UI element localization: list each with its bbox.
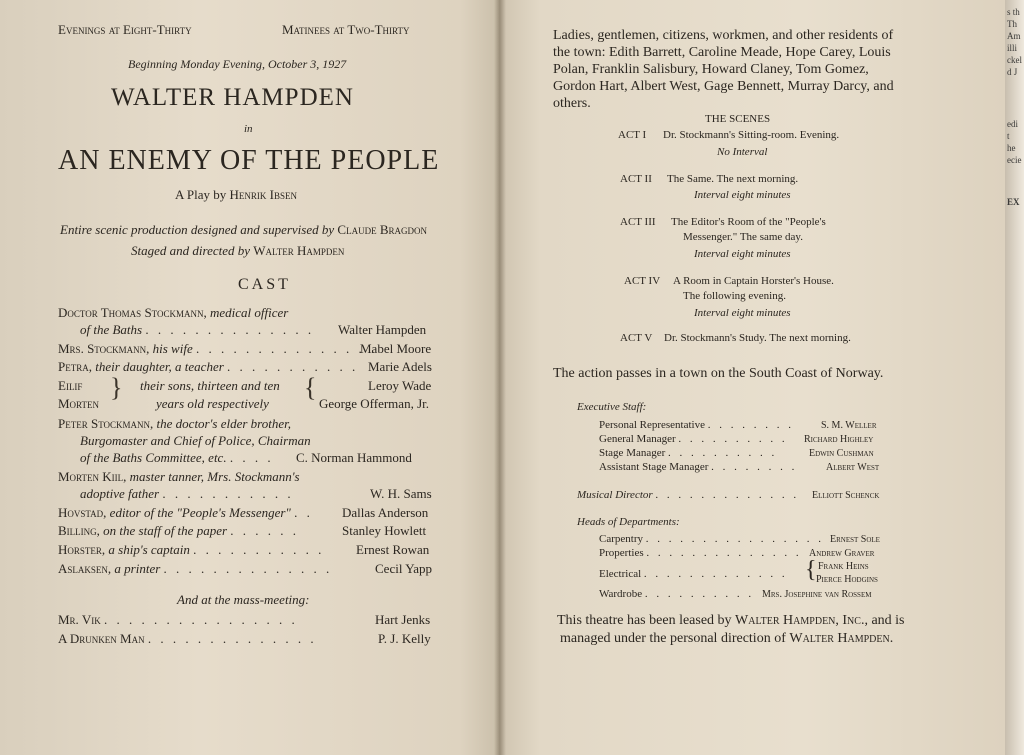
role-desc: adoptive father	[80, 486, 160, 501]
role-desc: the doctor's elder brother,	[156, 416, 291, 431]
brace-left: }	[110, 373, 123, 402]
role-desc: medical officer	[210, 305, 289, 320]
cast-actor: Cecil Yapp	[375, 561, 433, 576]
leader-dots: . . . . . . . . . . . . . . .	[195, 341, 378, 356]
ensemble-line: others.	[553, 96, 591, 111]
role-desc: of the Baths	[80, 322, 143, 337]
opening-date: Beginning Monday Evening, October 3, 1927	[128, 57, 347, 71]
staff-name: Richard Highley	[804, 434, 874, 445]
staff-name: Andrew Graver	[809, 548, 875, 559]
staff-name: Edwin Cushman	[809, 448, 874, 459]
dept-label: Carpentry	[599, 533, 643, 545]
role-desc: of the Baths Committee, etc.	[80, 450, 227, 465]
scenes-heading: THE SCENES	[705, 113, 771, 125]
dept-role	[599, 568, 788, 580]
cast-actor: W. H. Sams	[370, 486, 432, 501]
leader-dots: . . . . . . . .	[707, 419, 794, 431]
role-desc: on the staff of the paper	[103, 523, 228, 538]
staff-role-label: Stage Manager	[599, 447, 666, 459]
role-eilif: Eilif	[58, 378, 83, 393]
byline-prefix: A Play by	[175, 187, 227, 202]
role-name: Horster,	[58, 542, 106, 557]
lease-text: and is	[871, 613, 905, 628]
leader-dots: . . . . . . . . . . . . .	[655, 489, 800, 501]
role-name: Aslaksen,	[58, 561, 112, 576]
cast-actor: Marie Adels	[368, 359, 432, 374]
cast-actor: Stanley Howlett	[342, 523, 427, 538]
staff-role-label: Personal Representative	[599, 419, 705, 431]
act-desc: Dr. Stockmann's Sitting-room. Evening.	[663, 129, 840, 141]
cast-actor: Leroy Wade	[368, 378, 432, 393]
edge-fragment: t	[1007, 131, 1010, 141]
role-morten: Morten	[58, 396, 100, 411]
act-interval: Interval eight minutes	[694, 307, 791, 319]
cast-role	[58, 416, 291, 432]
leader-dots: . . . . . . . . . .	[644, 588, 755, 600]
cast-role	[58, 612, 298, 628]
leader-dots: . . . . . . . . . .	[678, 433, 788, 445]
playwright: Henrik Ibsen	[229, 187, 298, 202]
staged-line: Staged and directed by	[131, 243, 251, 258]
staff-name: Elliott Schenck	[812, 490, 880, 501]
act-interval: Interval eight minutes	[694, 189, 791, 201]
dept-label: Electrical	[599, 568, 642, 580]
role-name: Doctor Thomas Stockmann,	[58, 305, 207, 320]
leader-dots: . . . . . . . . . . . . . . . .	[645, 533, 824, 545]
sons-desc-2: years old respectively	[156, 396, 269, 411]
scenic-designer: Claude Bragdon	[337, 222, 427, 237]
heads-heading: Heads of Departments:	[577, 516, 680, 528]
leader-dots: . .	[294, 505, 313, 520]
lease-line-1	[557, 612, 905, 629]
role-desc: his wife	[152, 341, 193, 356]
cast-actor: Mabel Moore	[360, 341, 432, 356]
cast-actor: Ernest Rowan	[356, 542, 430, 557]
leader-dots: . . . . . . . . . . . . .	[643, 568, 788, 580]
dept-label: Wardrobe	[599, 588, 643, 600]
cast-role	[58, 631, 317, 647]
act-label: ACT IV	[624, 275, 661, 287]
lease-text: managed under the personal direction of	[560, 631, 786, 646]
sons-desc-1: their sons, thirteen and ten	[140, 378, 280, 393]
role-desc: master tanner, Mrs. Stockmann's	[129, 469, 300, 484]
cast-role-cont	[80, 322, 314, 338]
staff-role-label: Assistant Stage Manager	[599, 461, 709, 473]
role-desc: editor of the "People's Messenger"	[109, 505, 291, 520]
act-label: ACT III	[620, 216, 656, 228]
leader-dots: . . . . . . . . . . . . . .	[145, 322, 315, 337]
lease-line-2	[560, 630, 893, 647]
leader-dots: . . . . . . . . . .	[668, 447, 778, 459]
cast-role-cont	[80, 450, 274, 466]
act-desc-cont: Messenger." The same day.	[683, 231, 803, 243]
act-interval: Interval eight minutes	[694, 248, 791, 260]
musical-director-label: Musical Director	[577, 489, 653, 501]
edge-fragment: EX	[1007, 197, 1020, 207]
act-desc-cont: The following evening.	[683, 290, 786, 302]
right-program-page	[500, 0, 1005, 755]
leader-dots: . . . .	[229, 450, 274, 465]
role-desc: a ship's captain	[108, 542, 190, 557]
edge-fragment: he	[1007, 143, 1016, 153]
staff-name: Mrs. Josephine van Rossem	[762, 589, 872, 600]
scenic-credit	[60, 222, 427, 238]
staff-role-label: General Manager	[599, 433, 676, 445]
ensemble-line: Polan, Franklin Salisbury, Howard Claney, Tom Gomez,	[553, 62, 869, 77]
role-name: Hovstad,	[58, 505, 107, 520]
cast-actor: Dallas Anderson	[342, 505, 429, 520]
cast-role	[58, 523, 299, 539]
cast-role	[58, 542, 324, 558]
dept-label: Properties	[599, 547, 644, 559]
evening-times: Evenings at Eight-Thirty	[58, 22, 192, 37]
in-label: in	[244, 123, 253, 135]
edge-fragment: Th	[1007, 19, 1017, 29]
matinee-times: Matinees at Two-Thirty	[282, 22, 410, 37]
mass-meeting-heading: And at the mass-meeting:	[177, 592, 310, 607]
ensemble-line: Ladies, gentlemen, citizens, workmen, and other residents of	[553, 28, 894, 43]
act-label: ACT II	[620, 173, 652, 185]
staff-name: Ernest Sole	[830, 534, 880, 545]
edge-fragment: d J	[1007, 67, 1018, 77]
cast-actor: George Offerman, Jr.	[319, 396, 429, 411]
act-interval: No Interval	[717, 146, 768, 158]
role-name: Mrs. Stockmann,	[58, 341, 150, 356]
role-name: Billing,	[58, 523, 100, 538]
leader-dots: . . . . . . . . . . . . . .	[147, 631, 317, 646]
staff-role	[599, 461, 797, 473]
leader-dots: . . . . . . . . . . .	[162, 486, 294, 501]
dept-role	[599, 547, 802, 559]
left-program-page	[0, 0, 500, 755]
cast-actor: Hart Jenks	[375, 612, 431, 627]
staff-role	[599, 447, 777, 459]
setting-line: The action passes in a town on the South Coast of Norway.	[553, 366, 884, 381]
star-name: WALTER HAMPDEN	[111, 84, 354, 111]
role-name: Petra,	[58, 359, 92, 374]
brace-right: {	[304, 373, 317, 402]
leader-dots: . . . . . . . . . . .	[227, 359, 359, 374]
cast-role-cont	[80, 486, 294, 502]
act-desc: Dr. Stockmann's Study. The next morning.	[664, 332, 851, 344]
act-label: ACT I	[618, 129, 647, 141]
play-title: AN ENEMY OF THE PEOPLE	[58, 145, 440, 176]
role-name: Mr. Vik	[58, 612, 101, 627]
cast-role	[58, 469, 300, 485]
lease-director: Walter Hampden.	[789, 631, 894, 646]
next-page-edge	[1005, 0, 1024, 755]
edge-fragment: ckel	[1007, 55, 1022, 65]
role-desc: their daughter, a teacher	[95, 359, 224, 374]
cast-role	[58, 305, 288, 321]
role-name: A Drunken Man	[58, 631, 145, 646]
staff-name: Frank Heins	[818, 561, 869, 572]
dept-role	[599, 533, 824, 545]
leader-dots: . . . . . . . . . . .	[193, 542, 325, 557]
act-desc: A Room in Captain Horster's House.	[673, 275, 834, 287]
cast-actor: C. Norman Hammond	[296, 450, 412, 465]
musical-director-row	[577, 489, 799, 501]
edge-fragment: illi	[1007, 43, 1018, 53]
ensemble-line: the town: Edith Barrett, Caroline Meade, Hope Carey, Louis	[553, 45, 891, 60]
staff-name: Pierce Hodgins	[816, 574, 878, 585]
cast-role	[58, 561, 332, 577]
cast-role	[58, 505, 313, 521]
cast-actor: P. J. Kelly	[378, 631, 431, 646]
ensemble-line: Gordon Hart, Albert West, Gage Bennett, Murray Darcy, and	[553, 79, 894, 94]
staff-name: Albert West	[826, 462, 880, 473]
cast-role	[58, 341, 377, 357]
lease-company: Walter Hampden, Inc.,	[735, 613, 868, 628]
act-label: ACT V	[620, 332, 653, 344]
role-desc: Burgomaster and Chief of Police, Chairman	[80, 433, 311, 448]
book-gutter	[494, 0, 506, 755]
role-desc: a printer	[114, 561, 161, 576]
edge-fragment: ecie	[1007, 155, 1022, 165]
byline	[175, 187, 297, 203]
role-name: Peter Stockmann,	[58, 416, 154, 431]
leader-dots: . . . . . . . .	[711, 461, 798, 473]
staff-role	[599, 433, 788, 445]
cast-heading: CAST	[238, 276, 291, 293]
role-name: Morten Kiil,	[58, 469, 127, 484]
leader-dots: . . . . . . . . . . . . . .	[646, 547, 802, 559]
edge-fragment: Am	[1007, 31, 1021, 41]
director: Walter Hampden	[253, 243, 345, 258]
exec-staff-heading: Executive Staff:	[577, 401, 647, 413]
scenic-line: Entire scenic production designed and supervised by	[60, 222, 335, 237]
edge-fragment: edi	[1007, 119, 1018, 129]
staff-name: S. M. Weller	[821, 420, 877, 431]
staff-role	[599, 419, 794, 431]
dept-role	[599, 588, 754, 600]
leader-dots: . . . . . . . . . . . . . . . .	[103, 612, 298, 627]
edge-fragment: s th	[1007, 7, 1020, 17]
staged-credit	[131, 243, 344, 259]
brace-electrical: {	[805, 557, 817, 583]
leader-dots: . . . . . .	[230, 523, 300, 538]
lease-text: This theatre has been leased by	[557, 613, 732, 628]
cast-actor: Walter Hampden	[338, 322, 427, 337]
leader-dots: . . . . . . . . . . . . . .	[163, 561, 333, 576]
act-desc: The Same. The next morning.	[667, 173, 799, 185]
act-desc: The Editor's Room of the "People's	[671, 216, 826, 228]
